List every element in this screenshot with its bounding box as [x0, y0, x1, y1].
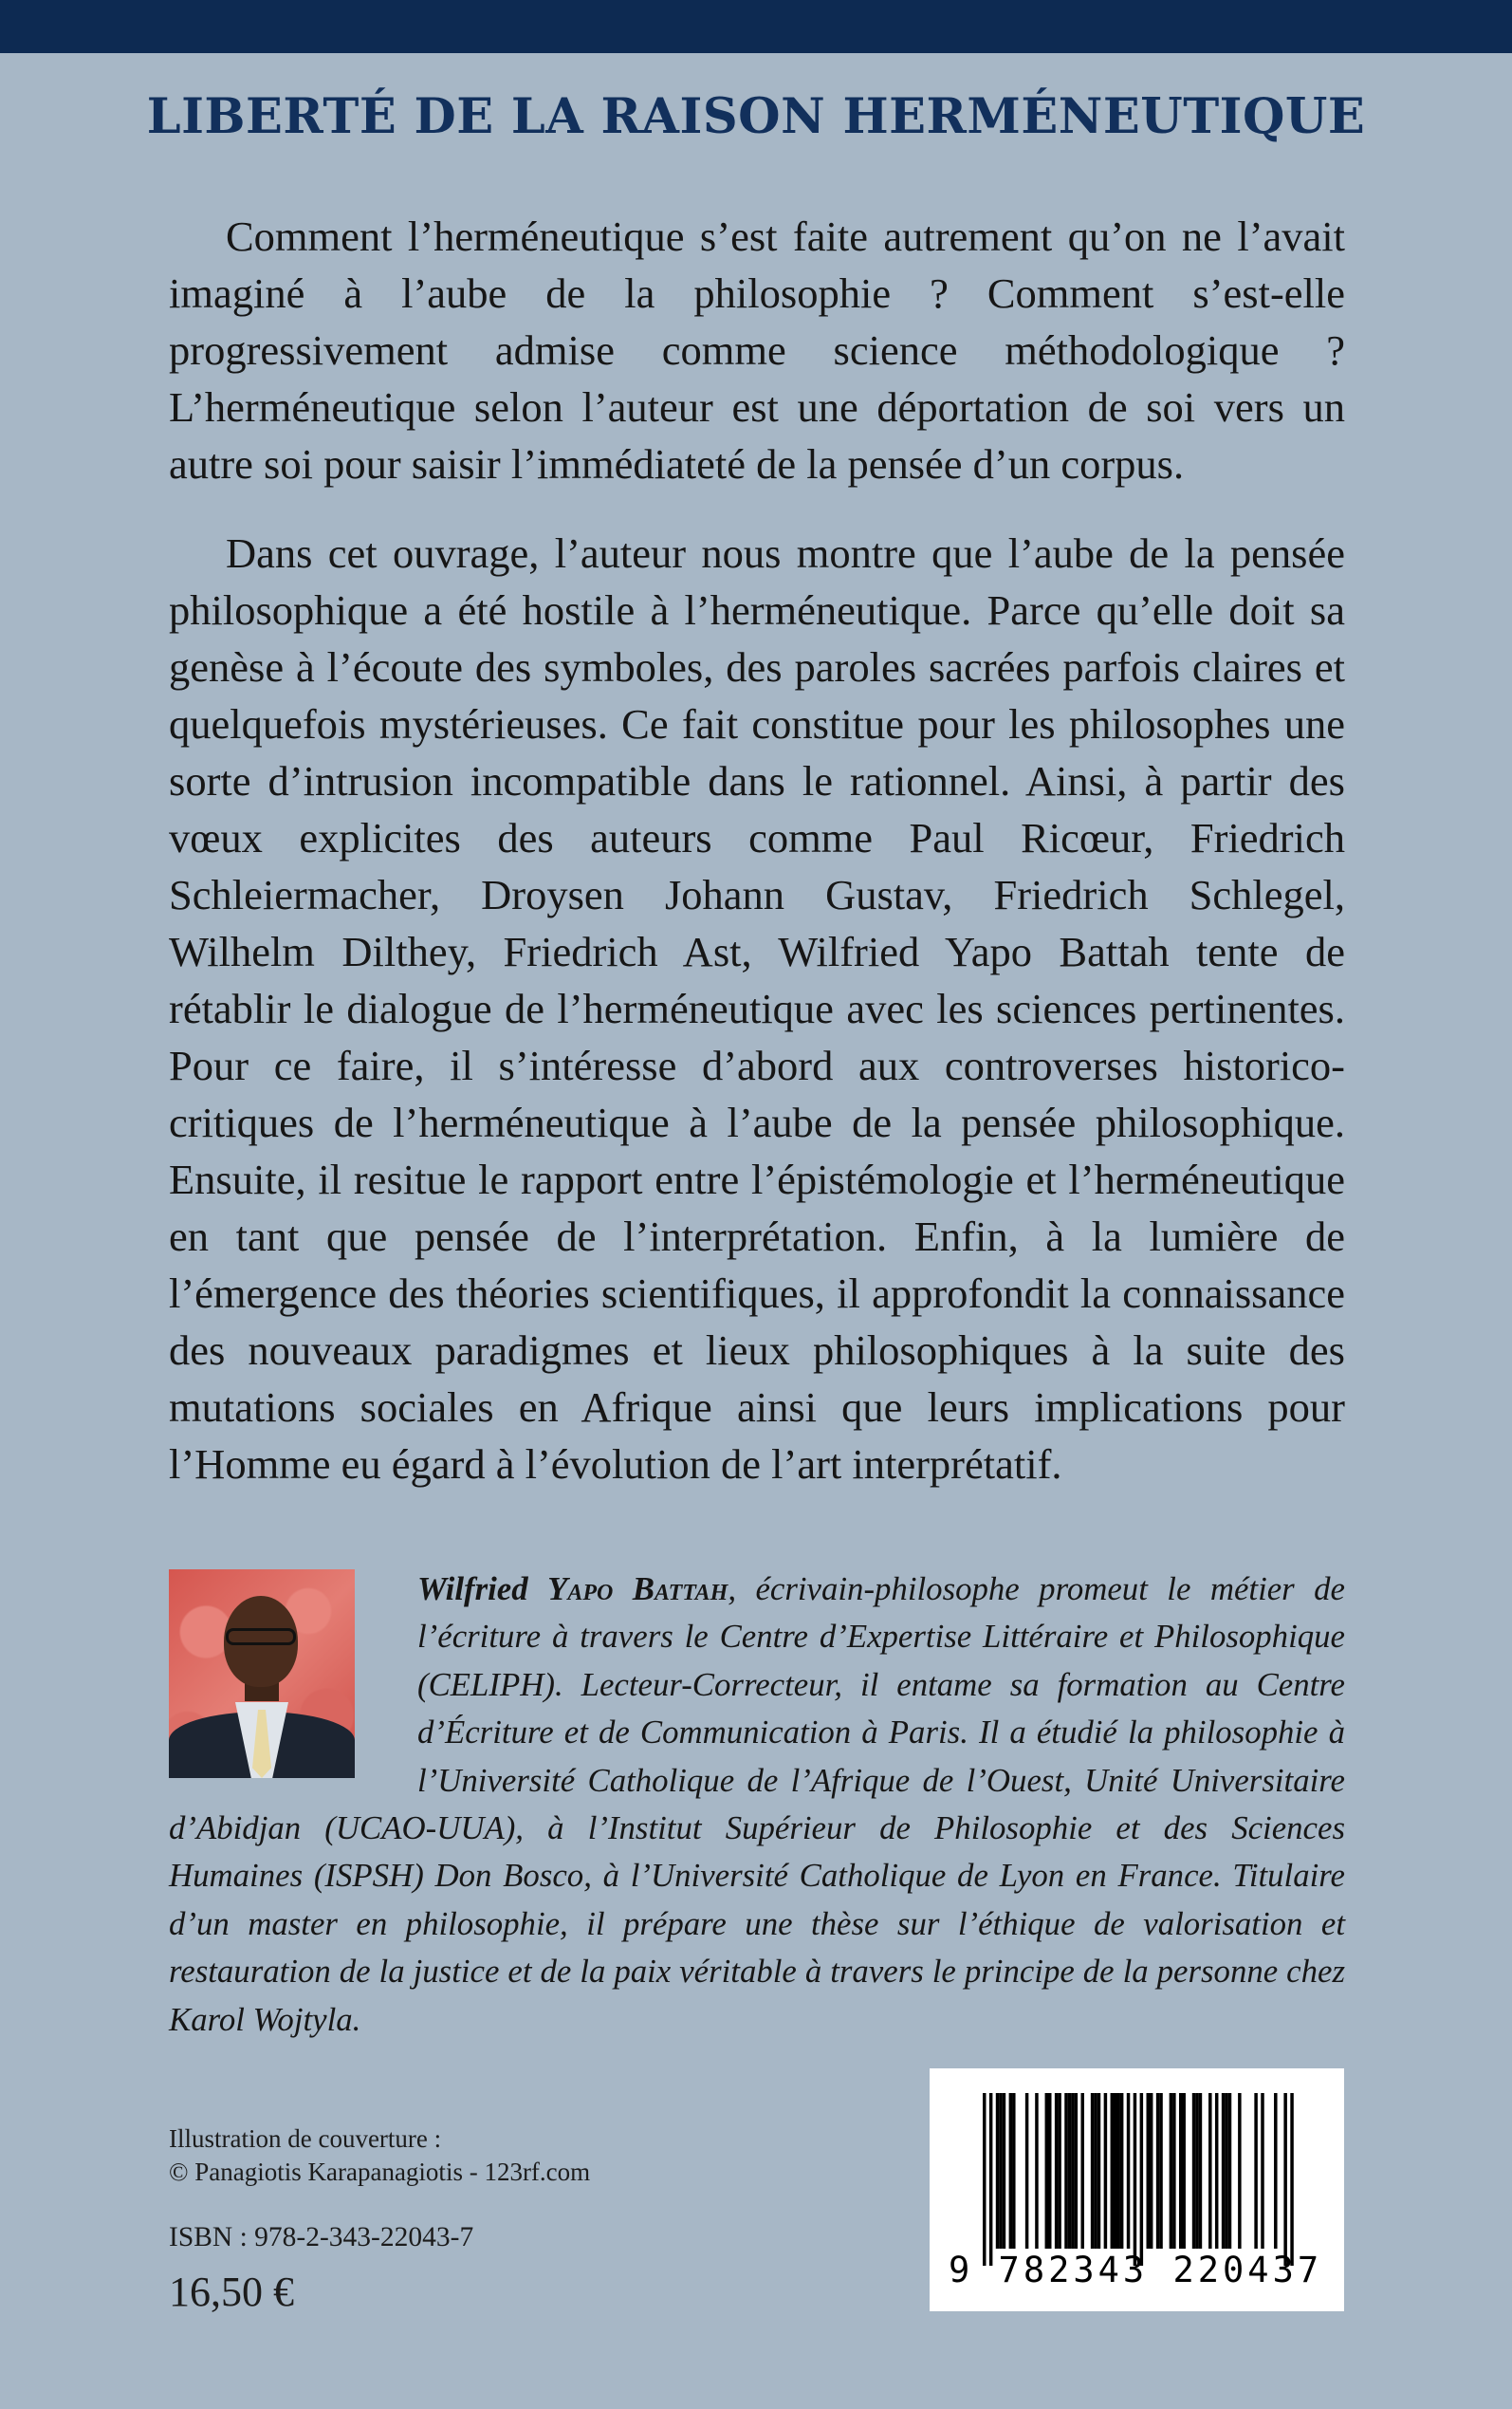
barcode-bar — [1261, 2093, 1264, 2249]
barcode-bar — [1172, 2093, 1176, 2249]
barcode-bar — [1009, 2093, 1013, 2249]
barcode-bar — [1156, 2093, 1160, 2249]
barcode-bar — [1035, 2093, 1039, 2249]
author-bio-text: , écrivain-philosophe promeut le métier de l’écriture à travers le Centre d’Expertise Littéraire et Philosophique (CELIPH). Lecteur-Correcteur, il entame sa formation au Centre d’Écriture et de Communication à Paris. Il a étudié la philosophie à l’Université Catholique de l’Afrique de l’Ouest, Unité Universitaire d’Abidjan (UCAO-UUA), à l’Institut Supérieur de Philosophie et des Sciences Humaines (ISPSH) Don Bosco, à l’Université Catholique de Lyon en France. Titulaire d’un master en philosophie, il prépare une thèse sur l’éthique de valorisation et restauration de la justice et de la paix véritable à travers le principe de la personne chez Karol Wojtyla. — [169, 1570, 1345, 2038]
barcode-bar — [1199, 2093, 1203, 2249]
barcode-bar — [1192, 2093, 1196, 2249]
barcode-bar — [989, 2093, 993, 2266]
barcode-bar — [1290, 2093, 1294, 2266]
barcode-bar — [1104, 2093, 1108, 2249]
barcode-bar — [996, 2093, 1000, 2249]
illustration-credits — [169, 2122, 590, 2189]
summary-paragraph-2: Dans cet ouvrage, l’auteur nous montre que l’aube de la pensée philosophique a été hostile à l’herméneutique. Parce qu’elle doit sa genèse à l’écoute des symboles, des paroles sacrées parfois claires et quelquefois mystérieuses. Ce fait constitue pour les philosophes une sorte d’intrusion incompatible dans le rationnel. Ainsi, à partir des vœux explicites des auteurs comme Paul Ricœur, Friedrich Schleiermacher, Droysen Johann Gustav, Friedrich Schlegel, Wilhelm Dilthey, Friedrich Ast, Wilfried Yapo Battah tente de rétablir le dialogue de l’herméneutique avec les sciences pertinentes. Pour ce faire, il s’intéresse d’abord aux controverses historico-critiques de l’herméneutique à l’aube de la pensée philosophique. Ensuite, il resitue le rapport entre l’épistémologie et l’herméneutique en tant que pensée de l’interprétation. Enfin, à la lumière de l’émergence des théories scientifiques, il approfondit la connaissance des nouveaux paradigmes et lieux philosophiques à la suite des mutations sociales en Afrique ainsi que leurs implications pour l’Homme eu égard à l’évolution de l’art interprétatif. — [169, 529, 1345, 1488]
author-last-name: Yapo Battah — [547, 1570, 728, 1607]
barcode-bar — [1215, 2093, 1219, 2249]
barcode-bar — [1147, 2093, 1151, 2249]
barcode-bar — [1111, 2093, 1115, 2249]
isbn: ISBN : 978-2-343-22043-7 — [169, 2222, 474, 2252]
barcode-bar — [1091, 2093, 1095, 2249]
top-band — [0, 0, 1512, 53]
barcode-bar — [1208, 2093, 1212, 2249]
barcode-bar — [1094, 2093, 1097, 2249]
barcode-bar — [1159, 2093, 1163, 2249]
book-title: LIBERTÉ DE LA RAISON HERMÉNEUTIQUE — [146, 88, 1366, 145]
barcode-bar — [1127, 2093, 1131, 2249]
price: 16,50 € — [169, 2269, 294, 2315]
barcode-bar — [1045, 2093, 1049, 2249]
barcode-bar — [1097, 2093, 1101, 2249]
barcode-bar — [1071, 2093, 1075, 2249]
credits-label: Illustration de couverture : — [169, 2124, 442, 2153]
barcode-bar — [1081, 2093, 1085, 2249]
barcode-bar — [1170, 2093, 1173, 2249]
barcode-bar — [1116, 2093, 1120, 2249]
barcode-bar — [1254, 2093, 1258, 2249]
author-bio — [169, 1566, 1345, 2044]
barcode-bar — [1068, 2093, 1072, 2249]
barcode-bar — [1225, 2093, 1228, 2249]
barcode-bar — [999, 2093, 1003, 2249]
barcode-bar — [1182, 2093, 1186, 2249]
barcode-bar — [1134, 2093, 1137, 2266]
summary-paragraph-1: Comment l’herméneutique s’est faite autrement qu’on ne l’avait imaginé à l’aube de la philosophie ? Comment s’est-elle progressivement admise comme science méthodologique ? L’herméneutique selon l’auteur est une déportation de soi vers un autre soi pour saisir l’immédiateté de la pensée d’un corpus. — [169, 213, 1345, 488]
barcode-bar — [1012, 2093, 1016, 2249]
barcode-bar — [1120, 2093, 1124, 2249]
author-first-name: Wilfried — [417, 1570, 528, 1607]
barcode-bar — [1114, 2093, 1117, 2249]
barcode-bar — [1064, 2093, 1068, 2249]
barcode-bar — [1140, 2093, 1144, 2266]
barcode-bar — [1222, 2093, 1226, 2249]
barcode-bar — [1055, 2093, 1059, 2249]
barcode — [930, 2068, 1344, 2311]
barcode-bar — [1075, 2093, 1079, 2249]
author-name — [417, 1570, 728, 1607]
author-photo — [169, 1569, 355, 1778]
barcode-digits: 9 782343 220437 — [949, 2250, 1323, 2290]
barcode-bar — [1283, 2093, 1287, 2266]
barcode-bar — [1179, 2093, 1183, 2249]
barcode-bar — [1238, 2093, 1242, 2249]
barcode-bar — [1048, 2093, 1052, 2249]
barcode-bar — [1025, 2093, 1029, 2249]
barcode-bar — [1228, 2093, 1232, 2249]
barcode-bar — [1058, 2093, 1061, 2249]
barcode-bar — [1150, 2093, 1153, 2249]
barcode-bar — [1274, 2093, 1278, 2249]
barcode-bar — [1195, 2093, 1199, 2249]
credits-source: © Panagiotis Karapanagiotis - 123rf.com — [169, 2158, 591, 2186]
barcode-bar — [983, 2093, 986, 2266]
barcode-bar — [1003, 2093, 1006, 2249]
